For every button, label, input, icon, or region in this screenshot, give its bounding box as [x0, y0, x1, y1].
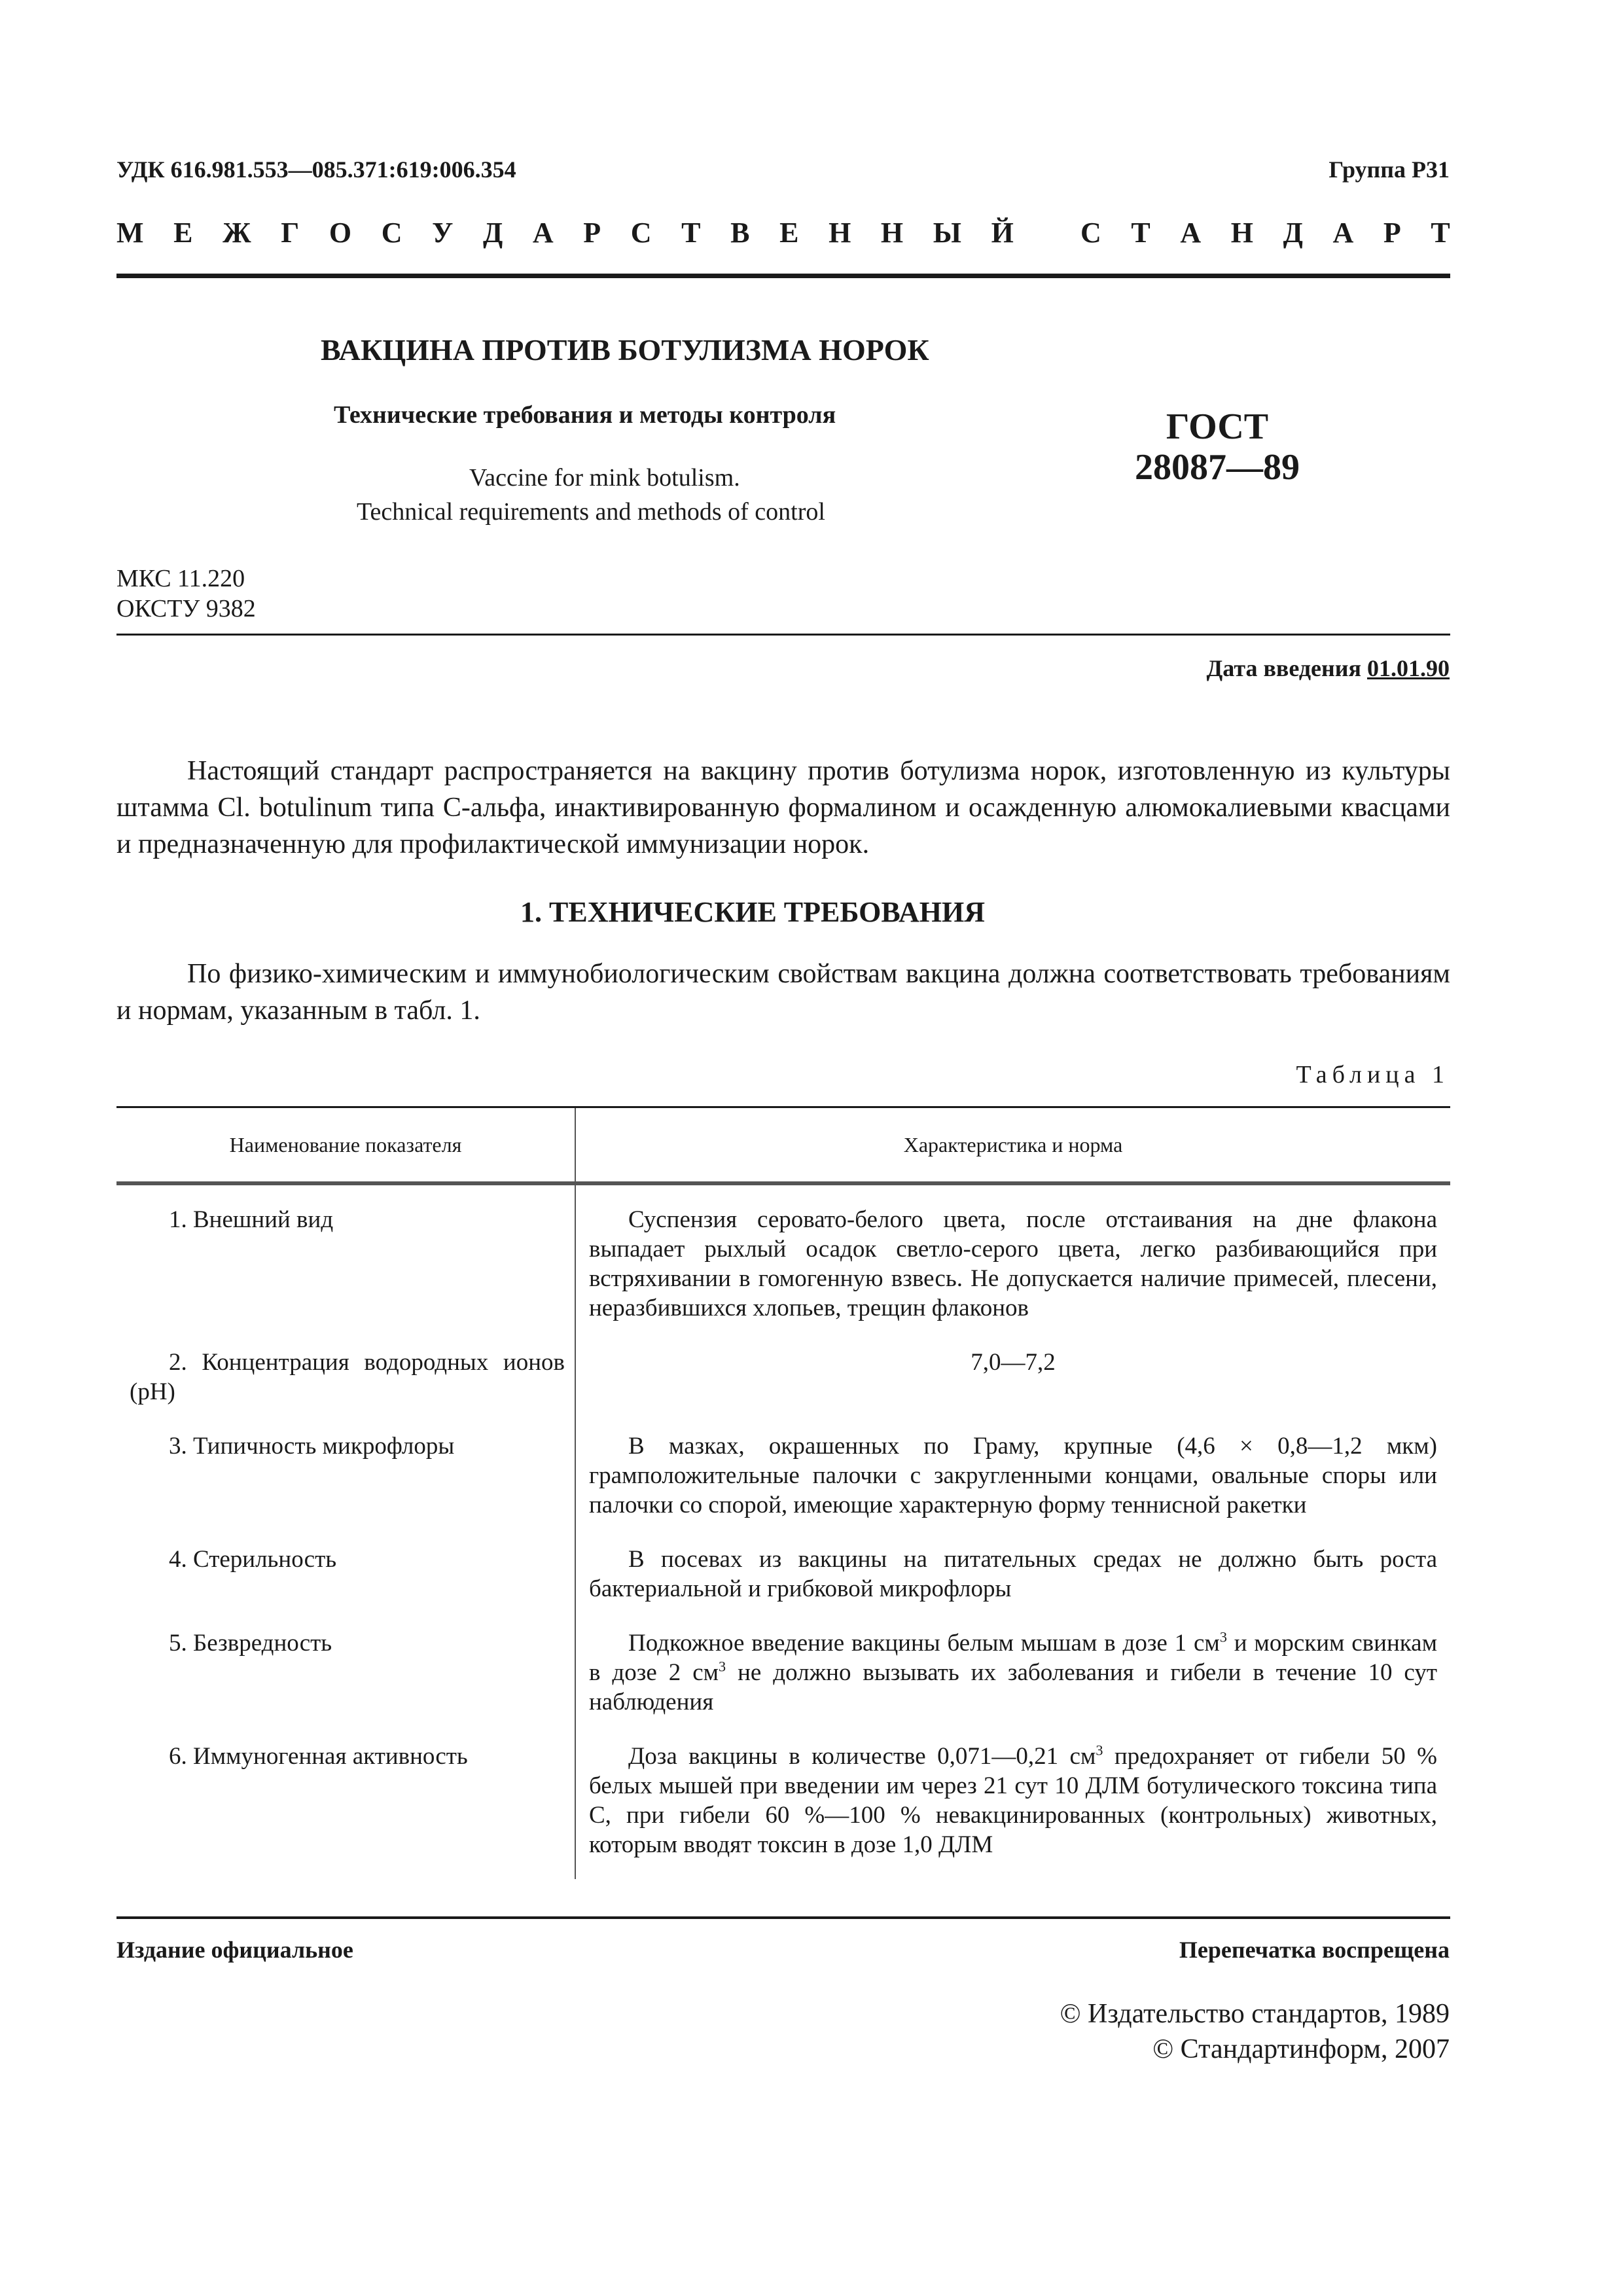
- interstate-letter: Р: [1383, 217, 1401, 249]
- indicator-name: Стерильность: [193, 1546, 337, 1573]
- classification-codes: [116, 564, 256, 624]
- indicator-cell: [116, 1725, 575, 1879]
- interstate-letter: Т: [681, 217, 701, 249]
- row-number: 2.: [169, 1349, 187, 1376]
- indicator-cell: [116, 1331, 575, 1414]
- norm-text: Суспензия серовато-белого цвета, после отстаивания на дне флакона выпадает рыхлый осадок светло-серого цвета, легко разбивающийся при встряхивании в гомогенную взвесь. Не допускается наличие примесей, плесени, неразбившихся хлопьев, трещин флаконов: [589, 1206, 1437, 1321]
- requirements-table: [116, 1106, 1450, 1879]
- section-paragraph: По физико-химическим и иммунобиологическим свойствам вакцина должна соответствовать требованиям и нормам, указанным в табл. 1.: [116, 959, 1450, 1026]
- udk-code: УДК 616.981.553—085.371:619:006.354: [116, 156, 516, 183]
- table-row: [116, 1414, 1450, 1528]
- interstate-letter: С: [381, 217, 402, 249]
- gost-label: ГОСТ: [1166, 406, 1269, 447]
- norm-cell: [575, 1183, 1450, 1331]
- interstate-letter: Н: [829, 217, 851, 249]
- table-header-characteristic: Характеристика и норма: [575, 1107, 1450, 1184]
- norm-text-part: Доза вакцины в количестве 0,071—0,21 см: [628, 1743, 1096, 1770]
- table-row: [116, 1331, 1450, 1414]
- interstate-gap: [1043, 216, 1050, 249]
- interstate-letter: М: [116, 217, 144, 249]
- indicator-name: Концентрация водородных ионов (рН): [130, 1349, 565, 1405]
- norm-text-part: не должно вызывать их заболевания и гибели в течение 10 сут наблюдения: [589, 1659, 1438, 1715]
- group-code: Группа Р31: [1329, 156, 1450, 183]
- copyright-block: [1060, 1996, 1450, 2067]
- official-edition: Издание официальное: [116, 1937, 353, 1963]
- interstate-letter: Ж: [223, 217, 251, 249]
- footer-rule: [116, 1916, 1450, 1919]
- interstate-letter: С: [630, 217, 652, 249]
- date-label: Дата введения: [1206, 655, 1361, 681]
- header-rule: [116, 274, 1450, 278]
- indicator-name: Иммуногенная активность: [193, 1743, 468, 1770]
- row-number: 3.: [169, 1433, 187, 1460]
- interstate-letter: Е: [173, 217, 193, 249]
- interstate-letter: Р: [583, 217, 601, 249]
- interstate-letter: В: [730, 217, 750, 249]
- copyright-line: © Стандартинформ, 2007: [1152, 2034, 1450, 2064]
- date-value: 01.01.90: [1367, 655, 1450, 681]
- table-row: [116, 1528, 1450, 1611]
- english-title-line2: Technical requirements and methods of control: [357, 498, 825, 526]
- interstate-letter: Н: [1230, 217, 1254, 249]
- interstate-standard-heading: [116, 216, 1450, 249]
- norm-text: [589, 1628, 1437, 1717]
- indicator-cell: [116, 1414, 575, 1528]
- interstate-letter: А: [1180, 217, 1202, 249]
- norm-text-part: и морским свинкам в дозе 2 см: [589, 1630, 1438, 1686]
- reprint-prohibited: Перепечатка воспрещена: [1179, 1937, 1450, 1963]
- norm-cell: [575, 1331, 1450, 1414]
- indicator-cell: [116, 1528, 575, 1611]
- norm-cell: [575, 1528, 1450, 1611]
- interstate-letter: Т: [1131, 217, 1150, 249]
- interstate-letter: Ы: [933, 217, 961, 249]
- table-caption: Таблица 1: [1296, 1061, 1450, 1088]
- document-title: ВАКЦИНА ПРОТИВ БОТУЛИЗМА НОРОК: [321, 333, 929, 367]
- indicator-name: Типичность микрофлоры: [193, 1433, 455, 1460]
- section-heading: 1. ТЕХНИЧЕСКИЕ ТРЕБОВАНИЯ: [520, 896, 985, 928]
- norm-cell: [575, 1611, 1450, 1725]
- interstate-letter: Д: [482, 217, 503, 249]
- table-row: [116, 1611, 1450, 1725]
- okstu-code: ОКСТУ 9382: [116, 594, 256, 622]
- norm-cell: [575, 1725, 1450, 1879]
- introduction-date: [1207, 655, 1450, 682]
- interstate-letter: Н: [880, 217, 904, 249]
- interstate-letter: С: [1080, 217, 1101, 249]
- indicator-name: Безвредность: [193, 1630, 332, 1657]
- gost-number: 28087—89: [1135, 446, 1300, 488]
- norm-text-part: Подкожное введение вакцины белым мышам в дозе 1 см: [628, 1630, 1220, 1657]
- row-number: 1.: [169, 1206, 187, 1233]
- superscript: 3: [1219, 1628, 1227, 1645]
- indicator-cell: [116, 1183, 575, 1331]
- interstate-letter: Г: [281, 217, 300, 249]
- interstate-letter: Т: [1431, 217, 1450, 249]
- intro-paragraph: Настоящий стандарт распространяется на вакцину против ботулизма норок, изготовленную из культуры штамма Cl. botulinum типа С-альфа, инактивированную формалином и осажденную алюмокалиевыми квасцами и предназначенную для профилактической иммунизации норок.: [116, 756, 1450, 859]
- indicator-cell: [116, 1611, 575, 1725]
- norm-text: В посевах из вакцины на питательных средах не должно быть роста бактериальной и грибковой микрофлоры: [589, 1546, 1437, 1602]
- table-header-indicator: Наименование показателя: [116, 1107, 575, 1184]
- norm-text: 7,0—7,2: [971, 1349, 1056, 1376]
- norm-text: В мазках, окрашенных по Граму, крупные (4,6 × 0,8—1,2 мкм) грамположительные палочки с закругленными концами, овальные споры или палочки со спорой, имеющие характерную форму теннисной ракетки: [589, 1433, 1437, 1518]
- copyright-line: © Издательство стандартов, 1989: [1060, 1999, 1450, 2029]
- interstate-letter: А: [1332, 217, 1354, 249]
- row-number: 5.: [169, 1630, 187, 1657]
- norm-text: [589, 1742, 1437, 1859]
- interstate-letter: А: [532, 217, 554, 249]
- mks-code: МКС 11.220: [116, 565, 245, 592]
- interstate-letter: О: [329, 217, 352, 249]
- interstate-letter: Й: [991, 217, 1014, 249]
- norm-cell: [575, 1414, 1450, 1528]
- row-number: 6.: [169, 1743, 187, 1770]
- english-title-line1: Vaccine for mink botulism.: [469, 464, 740, 492]
- row-number: 4.: [169, 1546, 187, 1573]
- superscript: 3: [719, 1658, 726, 1675]
- interstate-letter: У: [432, 217, 454, 249]
- table-header-row: [116, 1107, 1450, 1184]
- norm-text-part: предохраняет от гибели 50 % белых мышей при введении им через 21 сут 10 ДЛМ ботулического токсина типа С, при гибели 60 %—100 % невакцинированных (контрольных) животных, которым вводят токсин в дозе 1,0 ДЛМ: [589, 1743, 1437, 1858]
- document-subtitle: Технические требования и методы контроля: [334, 401, 836, 429]
- indicator-name: Внешний вид: [193, 1206, 334, 1233]
- gost-designation: [1119, 407, 1315, 488]
- table-row: [116, 1725, 1450, 1879]
- title-block-rule: [116, 634, 1450, 636]
- superscript: 3: [1096, 1742, 1103, 1759]
- interstate-letter: Д: [1283, 217, 1303, 249]
- table-row: [116, 1183, 1450, 1331]
- interstate-letter: Е: [779, 217, 799, 249]
